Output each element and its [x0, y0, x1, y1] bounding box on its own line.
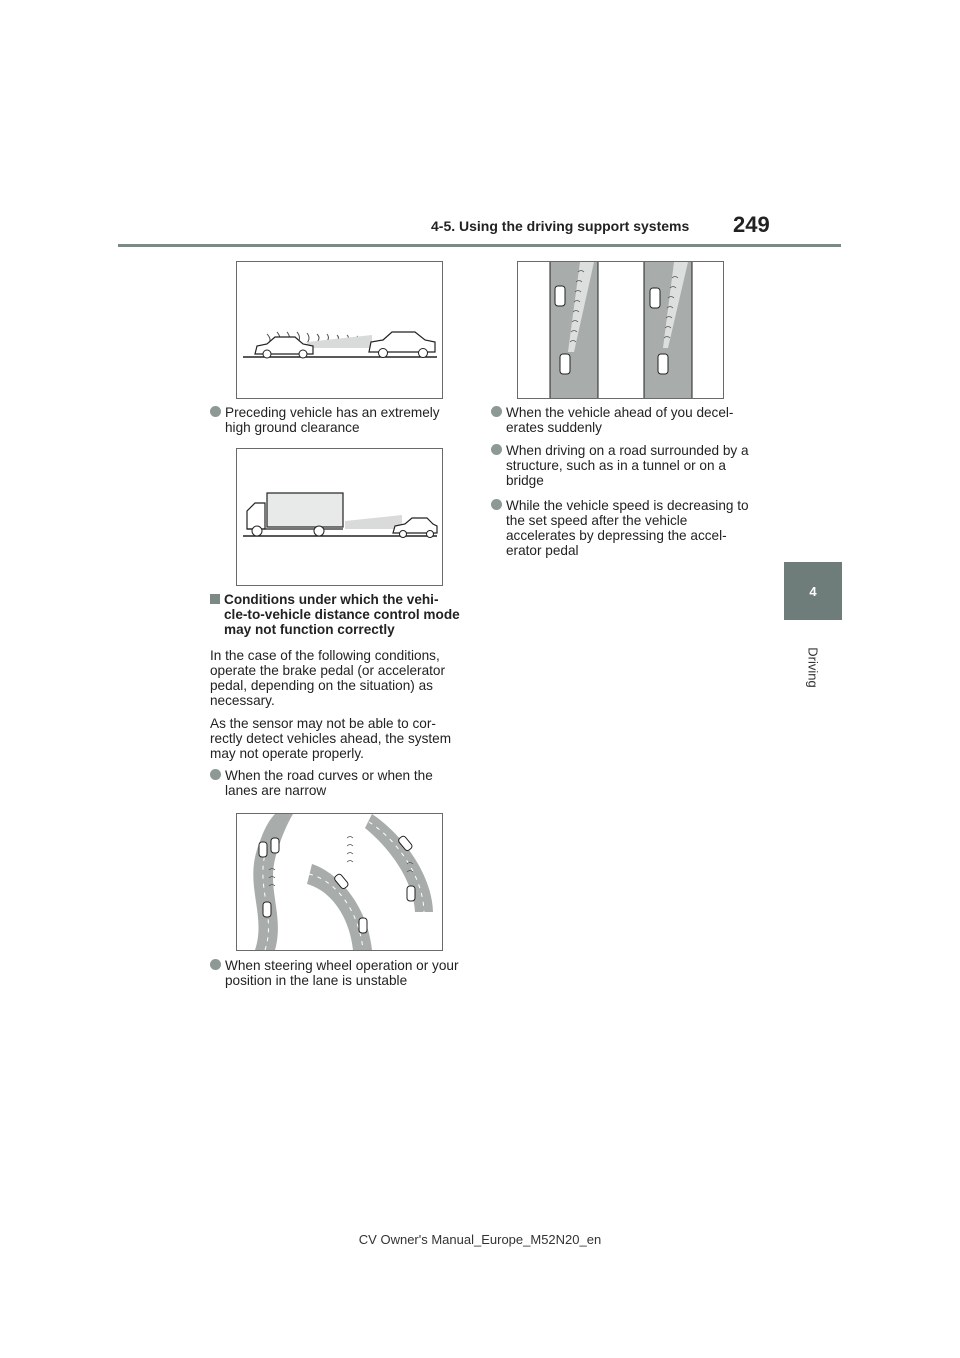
car-icon — [259, 842, 267, 857]
figure-high-clearance — [236, 261, 443, 399]
car-icon — [650, 288, 660, 308]
conditions-subheading: Conditions under which the vehi-cle-to-vehicle distance control mode may not function correctly — [210, 592, 460, 637]
header-divider — [118, 244, 841, 247]
bullet-dot-icon — [491, 444, 502, 455]
paragraph-sensor-warning: As the sensor may not be able to cor-rectly detect vehicles ahead, the system may not operate properly. — [210, 716, 452, 761]
truck-illustration — [237, 449, 442, 585]
bullet-dot-icon — [210, 959, 221, 970]
bullet-dot-icon — [210, 406, 221, 417]
bullet-dot-icon — [491, 499, 502, 510]
figure-curved-roads — [236, 813, 443, 951]
curved-roads-illustration — [237, 814, 442, 950]
sudden-deceleration-illustration — [518, 262, 723, 398]
bullet-dot-icon — [210, 769, 221, 780]
preceding-car-icon — [369, 332, 435, 358]
figure-truck — [236, 448, 443, 586]
car-icon — [555, 286, 565, 306]
bullet-road-curves: When the road curves or when the lanes are narrow — [210, 768, 460, 798]
bullet-tunnel-bridge: When driving on a road surrounded by a structure, such as in a tunnel or on a bridge — [491, 443, 753, 488]
bullet-high-clearance: Preceding vehicle has an extremely high ground clearance — [210, 405, 460, 435]
bullet-speed-decreasing: While the vehicle speed is decreasing to the set speed after the vehicle accelerates by depressing the accel-erator pedal — [491, 498, 753, 558]
chapter-label: Driving — [805, 647, 821, 688]
chapter-tab[interactable] — [784, 562, 842, 620]
high-clearance-illustration — [237, 262, 442, 398]
truck-icon — [247, 493, 343, 536]
car-icon — [359, 918, 367, 933]
bullet-sudden-deceleration: When the vehicle ahead of you decel-erates suddenly — [491, 405, 753, 435]
subheading-square-icon — [210, 594, 220, 604]
car-icon — [263, 902, 271, 917]
car-icon — [658, 354, 668, 374]
chapter-number: 4 — [809, 583, 817, 599]
paragraph-operate-pedals: In the case of the following conditions, operate the brake pedal (or accelerator pedal, depending on the situation) as necessary. — [210, 648, 446, 708]
footer-manual-id: CV Owner's Manual_Europe_M52N20_en — [358, 1232, 602, 1247]
bullet-dot-icon — [491, 406, 502, 417]
car-icon — [560, 354, 570, 374]
car-icon — [271, 838, 279, 853]
section-title: 4-5. Using the driving support systems — [431, 218, 690, 234]
car-icon — [407, 886, 415, 901]
bullet-unstable-steering: When steering wheel operation or your position in the lane is unstable — [210, 958, 460, 988]
page-number: 249 — [733, 212, 770, 237]
figure-sudden-deceleration — [517, 261, 724, 399]
own-car-icon — [255, 337, 313, 358]
